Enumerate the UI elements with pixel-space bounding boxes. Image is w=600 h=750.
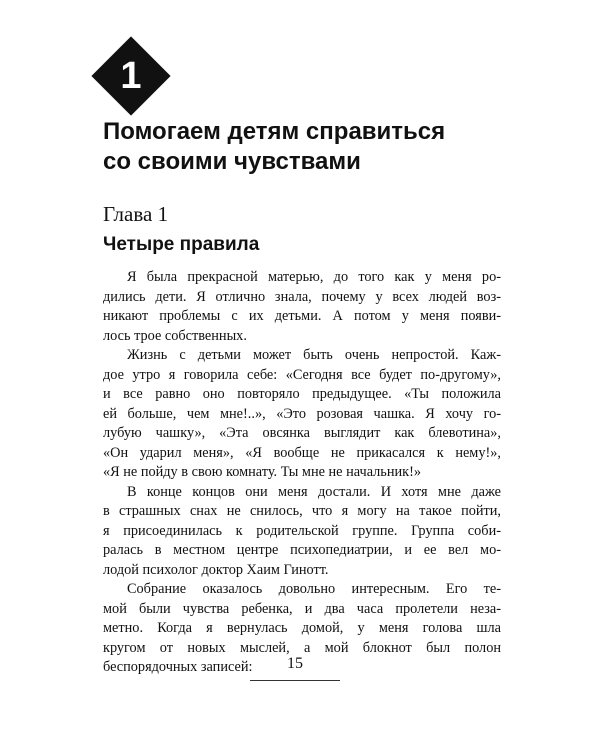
text-line: Собрание оказалось довольно интересным. Его те- <box>127 581 501 597</box>
text-line: кругом от новых мыслей, а мой блокнот был полон <box>103 639 501 656</box>
paragraph <box>103 483 501 581</box>
paragraph <box>103 346 501 483</box>
text-line: «Я не пойду в свою комнату. Ты мне не начальник!» <box>103 464 421 480</box>
paragraph <box>103 268 501 346</box>
text-line: мой были чувства ребенка, и два часа пролетели неза- <box>103 600 501 617</box>
body-text <box>103 268 501 678</box>
text-line: лодой психолог доктор Хаим Гинотт. <box>103 561 329 578</box>
chapter-title: Четыре правила <box>103 234 260 255</box>
text-line: дое утро я говорила себе: «Сегодня все будет по-другому», <box>103 366 501 383</box>
text-line: дились дети. Я отлично знала, почему у всех людей воз- <box>103 288 501 305</box>
text-line: я присоединилась к родительской группе. Группа соби- <box>103 522 501 539</box>
text-line: никают проблемы с их детьми. А потом у меня появи- <box>103 308 501 324</box>
text-line: и все равно оно повторяло предыдущее. «Ты положила <box>103 386 501 402</box>
text-line: ралась в местном центре психопедиатрии, и ее вел мо- <box>103 542 501 558</box>
chapter-label: Глава 1 <box>103 202 169 226</box>
text-line: лось трое собственных. <box>103 327 247 344</box>
text-line: лубую чашку», «Эта овсянка выглядит как блевотина», <box>103 425 501 441</box>
footer-rule <box>250 680 340 681</box>
section-title <box>103 117 523 177</box>
section-title-line: со своими чувствами <box>103 148 361 175</box>
part-number: 1 <box>120 55 142 97</box>
page-number: 15 <box>287 655 303 672</box>
text-line: Я была прекрасной матерью, до того как у меня ро- <box>127 269 501 285</box>
text-line: Жизнь с детьми может быть очень непростой. Каж- <box>127 347 501 363</box>
text-line: в страшных снах не снилось, что я могу на такое пойти, <box>103 503 501 519</box>
text-line: ей больше, чем мне!..», «Это розовая чашка. Я хочу го- <box>103 405 501 422</box>
text-line: метно. Когда я вернулась домой, у меня голова шла <box>103 620 501 636</box>
text-line: беспорядочных записей: <box>103 659 253 675</box>
text-line: «Он ударил меня», «Я вообще не прикасался к нему!», <box>103 444 501 461</box>
section-title-line: Помогаем детям справиться <box>103 118 446 145</box>
text-line: В конце концов они меня достали. И хотя мне даже <box>127 483 501 500</box>
